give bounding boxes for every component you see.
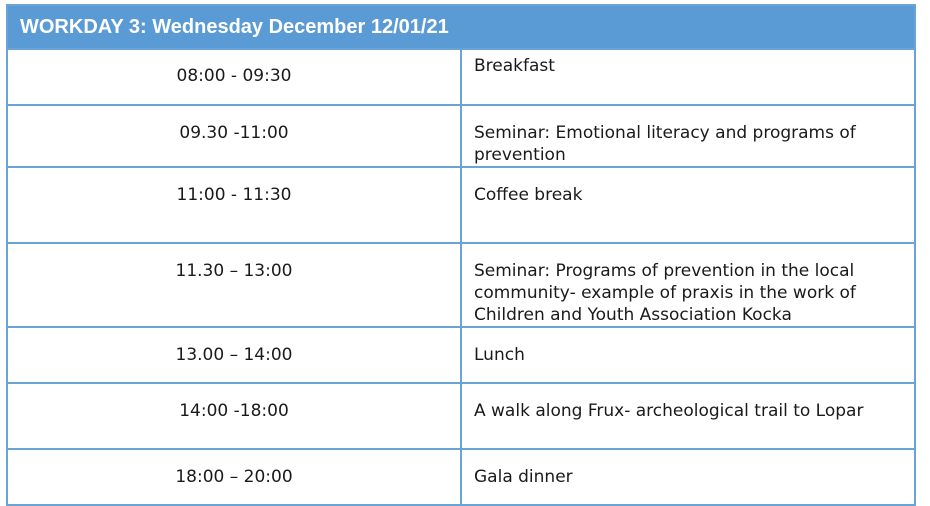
time-text: 11.30 – 13:00 [175, 261, 293, 281]
activity-text: Gala dinner [474, 467, 573, 487]
time-text: 08:00 - 09:30 [176, 66, 292, 86]
activity-text: Breakfast [474, 56, 555, 76]
activity-text: Coffee break [474, 185, 583, 205]
time-cell [7, 327, 461, 383]
time-text: 09.30 -11:00 [179, 123, 289, 143]
activity-cell [461, 383, 915, 449]
table-row [7, 327, 915, 383]
activity-text: Seminar: Emotional literacy and programs of prevention [474, 123, 856, 165]
activity-cell [461, 243, 915, 327]
activity-cell [461, 105, 915, 167]
activity-cell [461, 49, 915, 105]
table-row [7, 49, 915, 105]
time-cell [7, 105, 461, 167]
activity-text: Lunch [474, 345, 525, 365]
time-text: 18:00 – 20:00 [175, 467, 293, 487]
table-row [7, 167, 915, 243]
table-row [7, 243, 915, 327]
workday-title: WORKDAY 3: Wednesday December 12/01/21 [7, 5, 915, 49]
table-row [7, 449, 915, 505]
time-text: 14:00 -18:00 [179, 401, 289, 421]
time-text: 11:00 - 11:30 [176, 185, 292, 205]
activity-cell [461, 167, 915, 243]
table-row [7, 105, 915, 167]
table-row [7, 383, 915, 449]
time-cell [7, 49, 461, 105]
time-text: 13.00 – 14:00 [175, 345, 293, 365]
time-cell [7, 243, 461, 327]
time-cell [7, 167, 461, 243]
activity-text: Seminar: Programs of prevention in the local community- example of praxis in the work of Children and Youth Association Kocka [474, 261, 856, 325]
activity-cell [461, 327, 915, 383]
time-cell [7, 383, 461, 449]
activity-text: A walk along Frux- archeological trail to Lopar [474, 401, 864, 421]
time-cell [7, 449, 461, 505]
workday-schedule-table [6, 4, 916, 506]
activity-cell [461, 449, 915, 505]
table-header-row [7, 5, 915, 49]
